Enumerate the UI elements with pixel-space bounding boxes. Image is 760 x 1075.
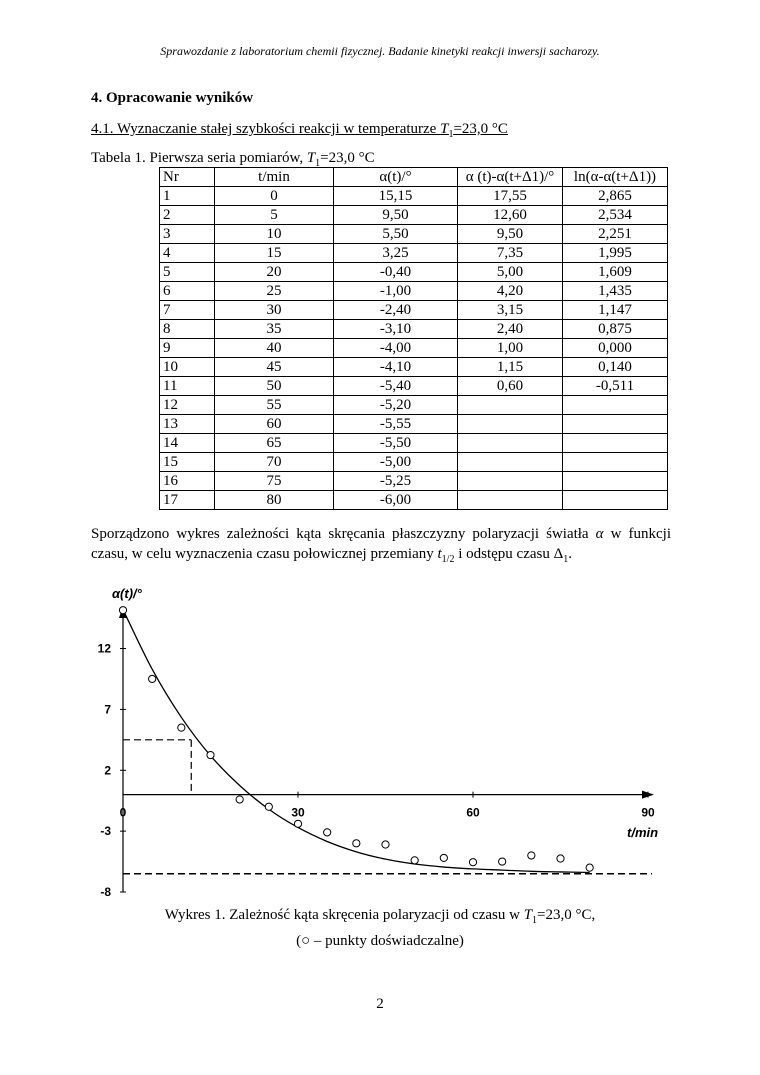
x-tick-label: 90 [641,805,655,820]
cell-ln: 1,995 [563,244,668,263]
data-point [119,607,126,614]
cell-time: 55 [215,396,334,415]
header-time: t/min [215,168,334,187]
data-point [440,854,447,861]
data-point [469,859,476,866]
data-point [411,857,418,864]
cell-time: 50 [215,377,334,396]
cell-alpha: -5,20 [334,396,458,415]
cell-nr: 17 [160,491,215,510]
figure-caption-line1: Wykres 1. Zależność kąta skręcenia polaryzacji od czasu w $T_1=23,0$ °C, [164,907,596,926]
cell-ln: -0,511 [563,377,668,396]
cell-ln: 0,000 [563,339,668,358]
header-ln: ln(α-α(t+Δ1)) [563,168,668,187]
section-title: 4. Opracowanie wyników [91,90,254,106]
y-tick-label: 7 [104,702,111,717]
cell-ln: 0,875 [563,320,668,339]
cell-nr: 14 [160,434,215,453]
data-point [294,820,301,827]
fit-curve [123,610,590,873]
cell-nr: 1 [160,187,215,206]
cell-ln: 0,140 [563,358,668,377]
figure-caption-line2: (○ – punkty doświadczalne) [296,933,464,949]
cell-ln: 2,534 [563,206,668,225]
chart-ticks [98,642,655,899]
cell-nr: 7 [160,301,215,320]
cell-time: 75 [215,472,334,491]
cell-nr: 9 [160,339,215,358]
cell-nr: 3 [160,225,215,244]
data-point [178,724,185,731]
x-tick-label: 60 [466,805,480,820]
cell-time: 25 [215,282,334,301]
cell-ln: 1,435 [563,282,668,301]
cell-alpha: 5,50 [334,225,458,244]
chart-guides [123,740,652,874]
data-point [149,675,156,682]
cell-time: 10 [215,225,334,244]
cell-time: 15 [215,244,334,263]
data-point [236,796,243,803]
data-point [324,829,331,836]
cell-alpha: -1,00 [334,282,458,301]
cell-alpha: -5,25 [334,472,458,491]
cell-alpha-diff: 3,15 [458,301,563,320]
description-paragraph: Sporządzono wykres zależności kąta skręcania płaszczyzny polaryzacji światła α w funkcji czasu, w celu wyznaczenia czasu połowicznej przemiany $t_{1/2}$ i odstępu czasu $\Delta_1$. [91,526,671,565]
cell-ln: 1,609 [563,263,668,282]
cell-nr: 8 [160,320,215,339]
data-point [353,840,360,847]
x-tick-label: 0 [119,805,127,820]
data-point [528,852,535,859]
cell-alpha: 15,15 [334,187,458,206]
cell-alpha-diff: 12,60 [458,206,563,225]
cell-alpha: -6,00 [334,491,458,510]
cell-alpha: -3,10 [334,320,458,339]
cell-nr: 16 [160,472,215,491]
y-tick-label: -8 [100,885,111,899]
page-header: Sprawozdanie z laboratorium chemii fizycznej. Badanie kinetyki reakcji inwersji sacharozy. [160,44,600,58]
header-alpha: α(t)/° [334,168,458,187]
cell-time: 30 [215,301,334,320]
header-nr: Nr [160,168,215,187]
cell-alpha: -4,00 [334,339,458,358]
cell-alpha: -5,50 [334,434,458,453]
cell-time: 5 [215,206,334,225]
cell-time: 70 [215,453,334,472]
cell-alpha: -5,40 [334,377,458,396]
cell-alpha-diff: 4,20 [458,282,563,301]
y-axis-label: α(t)/° [112,586,142,601]
cell-alpha-diff: 5,00 [458,263,563,282]
data-point [265,803,272,810]
data-point [557,855,564,862]
y-tick-label: -3 [100,824,111,839]
cell-nr: 10 [160,358,215,377]
page-number: 2 [376,996,384,1012]
cell-alpha-diff: 1,15 [458,358,563,377]
cell-alpha: -5,55 [334,415,458,434]
cell-ln: 2,865 [563,187,668,206]
data-point [586,864,593,871]
cell-alpha: -5,00 [334,453,458,472]
cell-nr: 13 [160,415,215,434]
figure-caption [0,905,760,951]
x-tick-label: 30 [291,805,305,820]
header-alpha-diff: α (t)-α(t+Δ1)/° [458,168,563,187]
data-point [499,858,506,865]
chart-axes [119,606,654,892]
cell-alpha-diff: 1,00 [458,339,563,358]
x-axis-label: t/min [627,825,659,840]
cell-alpha-diff: 2,40 [458,320,563,339]
cell-time: 40 [215,339,334,358]
y-tick-label: 12 [97,641,111,656]
cell-alpha: 9,50 [334,206,458,225]
cell-ln: 2,251 [563,225,668,244]
y-tick-label: 2 [104,763,111,778]
cell-nr: 15 [160,453,215,472]
cell-nr: 5 [160,263,215,282]
cell-nr: 2 [160,206,215,225]
cell-alpha-diff: 7,35 [458,244,563,263]
cell-time: 45 [215,358,334,377]
cell-nr: 6 [160,282,215,301]
data-point [207,751,214,758]
cell-nr: 4 [160,244,215,263]
cell-nr: 11 [160,377,215,396]
cell-time: 35 [215,320,334,339]
cell-ln: 1,147 [563,301,668,320]
cell-time: 0 [215,187,334,206]
data-points [119,607,593,872]
cell-alpha-diff: 17,55 [458,187,563,206]
cell-alpha: -0,40 [334,263,458,282]
cell-alpha-diff: 9,50 [458,225,563,244]
cell-time: 60 [215,415,334,434]
cell-time: 65 [215,434,334,453]
cell-alpha: -2,40 [334,301,458,320]
cell-alpha: -4,10 [334,358,458,377]
data-point [382,841,389,848]
cell-nr: 12 [160,396,215,415]
cell-time: 20 [215,263,334,282]
table-caption: Tabela 1. Pierwsza seria pomiarów, $T_1=23,0$ °C [91,150,375,169]
subsection-title: 4.1. Wyznaczanie stałej szybkości reakcji w temperaturze $T_1=23,0$ °C [91,121,508,140]
cell-time: 80 [215,491,334,510]
cell-alpha-diff: 0,60 [458,377,563,396]
cell-alpha: 3,25 [334,244,458,263]
